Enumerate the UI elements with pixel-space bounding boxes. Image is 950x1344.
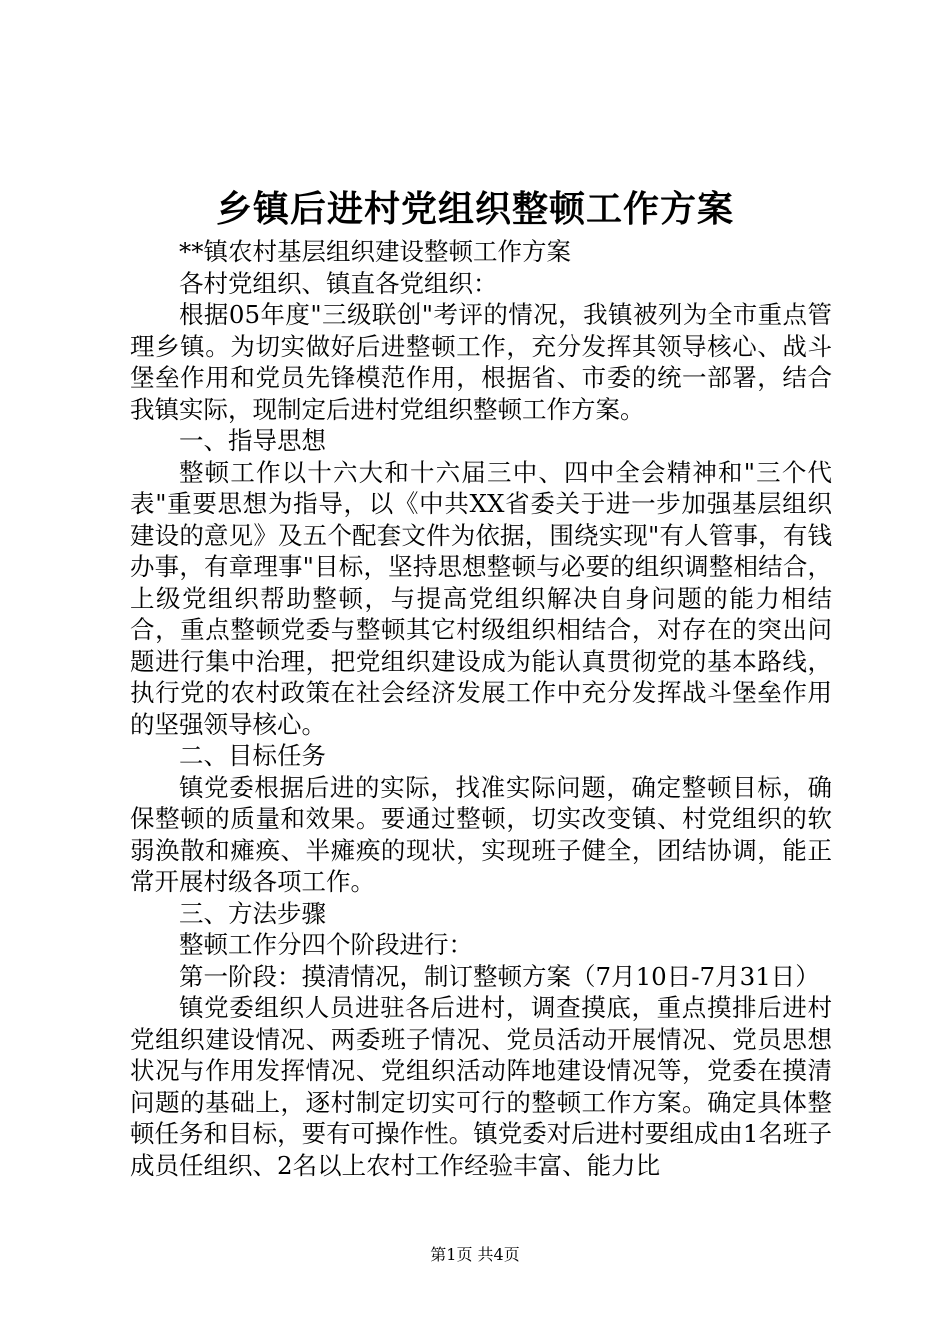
section-heading-methods: 三、方法步骤 bbox=[179, 898, 326, 928]
paragraph-stage-one-heading: 第一阶段：摸清情况，制订整顿方案（7月10日-7月31日） bbox=[179, 961, 820, 991]
document-body bbox=[130, 236, 832, 1181]
paragraph-stages-intro: 整顿工作分四个阶段进行： bbox=[179, 930, 473, 959]
section-heading-goals: 二、目标任务 bbox=[179, 741, 326, 770]
paragraph-subtitle: **镇农村基层组织建设整顿工作方案 bbox=[179, 237, 571, 266]
paragraph-salutation: 各村党组织、镇直各党组织： bbox=[179, 268, 498, 298]
paragraph-goals: 镇党委根据后进的实际，找准实际问题，确定整顿目标，确保整顿的质量和效果。要通过整顿，切实改变镇、村党组织的软弱涣散和瘫痪、半瘫痪的现状，实现班子健全，团结协调，能正常开展村级各项工作。 bbox=[130, 772, 832, 896]
section-heading-guiding-ideology: 一、指导思想 bbox=[179, 426, 326, 455]
document-title: 乡镇后进村党组织整顿工作方案 bbox=[215, 188, 734, 230]
paragraph-guiding-ideology: 整顿工作以十六大和十六届三中、四中全会精神和"三个代表"重要思想为指导，以《中共XX省委关于进一步加强基层组织建设的意见》及五个配套文件为依据，围绕实现"有人管事，有钱办事，有章理事"目标，坚持思想整顿与必要的组织调整相结合，上级党组织帮助整顿，与提高党组织解决自身问题的能力相结合，重点整顿党委与整顿其它村级组织相结合，对存在的突出问题进行集中治理，把党组织建设成为能认真贯彻党的基本路线，执行党的农村政策在社会经济发展工作中充分发挥战斗堡垒作用的坚强领导核心。 bbox=[130, 457, 832, 739]
paragraph-intro: 根据05年度"三级联创"考评的情况，我镇被列为全市重点管理乡镇。为切实做好后进整顿工作，充分发挥其领导核心、战斗堡垒作用和党员先锋模范作用，根据省、市委的统一部署，结合我镇实际，现制定后进村党组织整顿工作方案。 bbox=[130, 300, 832, 424]
page-footer: 第1页 共4页 bbox=[430, 1245, 520, 1264]
paragraph-stage-one: 镇党委组织人员进驻各后进村，调查摸底，重点摸排后进村党组织建设情况、两委班子情况、党员活动开展情况、党员思想状况与作用发挥情况、党组织活动阵地建设情况等，党委在摸清问题的基础上，逐村制定切实可行的整顿工作方案。确定具体整顿任务和目标，要有可操作性。镇党委对后进村要组成由1名班子成员任组织、2名以上农村工作经验丰富、能力比 bbox=[130, 993, 832, 1180]
